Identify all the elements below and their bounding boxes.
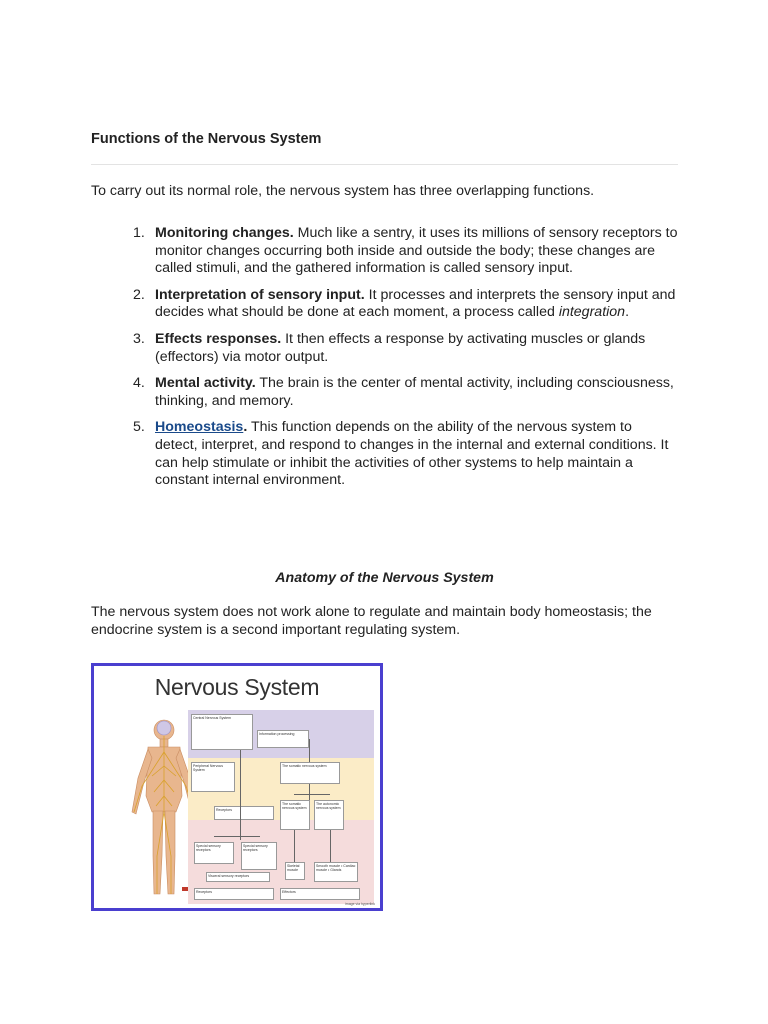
pns-box: Peripheral Nervous System (191, 762, 235, 792)
connector (330, 830, 331, 862)
list-text: This function depends on the ability of the nervous system to detect, interpret, and respond to changes in the internal and external conditions. It can help stimulate or inhibit the activities of other systems to help maintain a constant internal environment. (155, 419, 669, 489)
connector (214, 836, 260, 837)
list-text: It then effects a response by activating muscles or glands (effectors) via motor output. (155, 330, 646, 365)
connector (294, 794, 330, 795)
list-italic: integration (558, 304, 626, 321)
receptors-box: Receptors (194, 888, 274, 900)
list-tail: . (625, 304, 630, 321)
nervous-system-figure[interactable] (91, 663, 383, 911)
special-sensory-box: Special sensory receptors (241, 842, 277, 870)
page-title: Functions of the Nervous System (91, 131, 322, 147)
connector (294, 830, 295, 862)
list-item (91, 331, 678, 366)
list-number: 4. (133, 375, 145, 392)
list-term: Monitoring changes. (155, 225, 294, 241)
somatic-box: The somatic nervous system (280, 800, 310, 830)
list-number: 3. (133, 330, 145, 347)
list-term: Effects responses. (155, 330, 282, 347)
list-item (91, 375, 678, 410)
list-number: 5. (133, 419, 145, 436)
divider (91, 164, 678, 165)
figure-credit: image via hyperlink (345, 902, 375, 906)
list-text: Much like a sentry, it uses its millions of sensory receptors to monitor changes occurring both inside and outside the body; these changes are called stimuli, and the gathered information is called sensory input. (155, 225, 678, 277)
list-text: The brain is the center of mental activity, including consciousness, thinking, and memory. (155, 375, 674, 409)
connector (309, 784, 310, 800)
skeletal-muscle-box: Skeletal muscle (285, 862, 305, 880)
connector (309, 739, 310, 762)
visceral-sensory-box: Visceral sensory receptors (206, 872, 270, 882)
sensory-division-box: Receptors (214, 806, 274, 820)
effector-organs-box: Smooth muscle • Cardiac muscle • Glands (314, 862, 358, 882)
list-term: Mental activity. (155, 375, 256, 392)
list-term: Interpretation of sensory input. (155, 286, 365, 303)
list-term: . (243, 419, 248, 436)
somatic-sensory-box: Special sensory receptors (194, 842, 234, 864)
list-number: 2. (133, 286, 145, 303)
homeostasis-link[interactable]: Homeostasis (155, 419, 244, 436)
cns-box: Central Nervous System (191, 714, 253, 750)
list-item (91, 287, 678, 322)
body-paragraph: The nervous system does not work alone to regulate and maintain body homeostasis; the endocrine system is a second important regulating system. (91, 604, 652, 638)
effectors-box: Effectors (280, 888, 360, 900)
list-item (91, 419, 678, 489)
autonomic-box: The autonomic nervous system (314, 800, 344, 830)
section-heading: Anatomy of the Nervous System (275, 570, 494, 586)
info-processing-box: Information processing (257, 730, 309, 748)
connector (240, 750, 241, 840)
intro-paragraph: To carry out its normal role, the nervous system has three overlapping functions. (91, 183, 595, 199)
functions-list (91, 225, 678, 499)
list-number: 1. (133, 225, 145, 241)
list-item (91, 225, 678, 278)
list-text: It processes and interprets the sensory input and decides what should be done at each moment, a process called (155, 286, 676, 321)
motor-division-box: The somatic nervous system (280, 762, 340, 784)
figure-title: Nervous System (154, 674, 320, 700)
